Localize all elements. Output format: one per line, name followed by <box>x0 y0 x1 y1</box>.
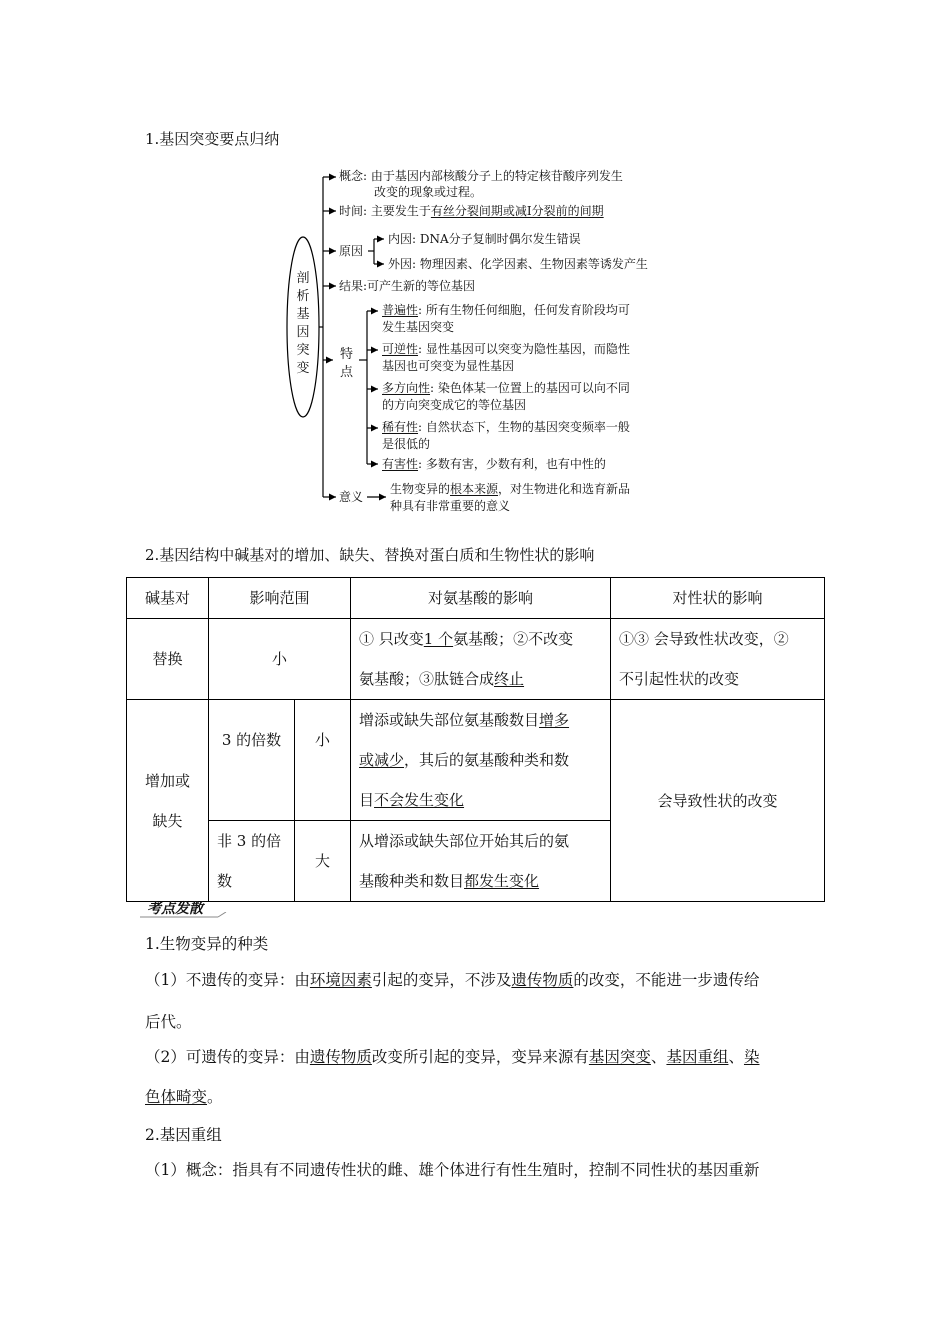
paragraph-2-cont <box>145 1087 223 1107</box>
header-cell: 对性状的影响 <box>611 578 825 619</box>
feature-text-2: 的方向突变成它的等位基因 <box>382 398 527 412</box>
feature-item <box>382 341 630 375</box>
sub-title-1: 1.生物变异的种类 <box>145 935 269 953</box>
underlined-text: 色体畸变 <box>145 1088 208 1106</box>
significance-pre: 生物变异的 <box>390 482 451 496</box>
text: ①③ 会导致性状改变，② <box>619 630 789 648</box>
text: （2）可遗传的变异：由 <box>145 1048 310 1066</box>
result-text: 可产生新的等位基因 <box>367 279 476 293</box>
feature-text-2: 发生基因突变 <box>382 320 455 334</box>
text: 目 <box>359 791 375 809</box>
trait-cell: 会导致性状的改变 <box>611 700 825 902</box>
amino-cell <box>351 619 611 700</box>
underlined-text: 不会发生变化 <box>374 791 465 809</box>
underlined-text: 1 个 <box>423 630 454 648</box>
underlined-text: 或减少 <box>359 751 405 769</box>
table-row-multiple3 <box>127 700 825 821</box>
feature-text: : 显性基因可以突变为隐性基因，而隐性 <box>418 342 630 356</box>
feature-item <box>382 419 630 453</box>
text: 、 <box>728 1048 744 1066</box>
result-label: 结果: <box>339 279 368 293</box>
section-2-title: 2.基因结构中碱基对的增加、缺失、替换对蛋白质和生物性状的影响 <box>145 546 595 564</box>
feature-item <box>382 380 630 414</box>
underlined-text: 终止 <box>494 670 525 688</box>
section-1-title: 1.基因突变要点归纳 <box>145 130 280 148</box>
table-header-row <box>127 578 825 619</box>
text: 改变所引起的变异，变异来源有 <box>371 1048 589 1066</box>
range-cell: 大 <box>295 821 351 902</box>
time-label: 时间: <box>339 204 368 218</box>
sub-title-2: 2.基因重组 <box>145 1126 222 1144</box>
text: 氨基酸；②不改变 <box>453 630 574 648</box>
mutation-effect-table <box>126 577 825 902</box>
amino-cell <box>351 700 611 821</box>
root-label: 剖析基因突变 <box>296 271 310 376</box>
result-node <box>339 278 475 295</box>
underlined-text: 增多 <box>539 711 570 729</box>
header-cell: 碱基对 <box>127 578 209 619</box>
significance-underlined: 根本来源 <box>450 482 499 496</box>
text: 引起的变异，不涉及 <box>371 971 512 989</box>
significance-post: ，对生物进化和选育新品 <box>498 482 631 496</box>
significance-text <box>390 481 630 515</box>
header-cell: 影响范围 <box>209 578 351 619</box>
concept-text-1: 由于基因内部核酸分子上的特定核苷酸序列发生 <box>370 169 623 183</box>
range-cell: 小 <box>209 619 351 700</box>
feature-item <box>382 302 630 336</box>
type-cell: 替换 <box>127 619 209 700</box>
feature-text-2: 是很低的 <box>382 437 431 451</box>
text: 数 <box>217 872 233 890</box>
text: 。 <box>207 1088 223 1106</box>
underlined-text: 都发生变化 <box>464 872 540 890</box>
text: ① 只改变 <box>359 630 424 648</box>
header-cell: 对氨基酸的影响 <box>351 578 611 619</box>
text: （1）不遗传的变异：由 <box>145 971 310 989</box>
text: 的改变，不能进一步遗传给 <box>573 971 760 989</box>
concept-text-2: 改变的现象或过程。 <box>374 185 483 199</box>
features-label-b: 点 <box>340 365 354 380</box>
amino-cell <box>351 821 611 902</box>
subtype-cell: 3 的倍数 <box>209 700 295 821</box>
time-text: 主要发生于 <box>370 204 431 218</box>
time-node <box>339 203 604 220</box>
table-row-replace <box>127 619 825 700</box>
text: 缺失 <box>152 811 183 830</box>
paragraph-2 <box>145 1047 759 1067</box>
underlined-text: 基因突变 <box>588 1048 651 1066</box>
subtype-cell <box>209 821 295 902</box>
underlined-text: 染 <box>743 1048 760 1066</box>
concept-node <box>339 168 623 185</box>
feature-key: 普遍性 <box>382 303 419 317</box>
feature-text-2: 基因也可突变为显性基因 <box>382 359 515 373</box>
underlined-text: 基因重组 <box>666 1048 729 1066</box>
text: 基酸种类和数目 <box>359 872 465 890</box>
features-label <box>340 346 353 382</box>
text: 增加或 <box>144 771 190 790</box>
feature-text: : 自然状态下，生物的基因突变频率一般 <box>418 420 630 434</box>
significance-label: 意义 <box>339 490 364 504</box>
text: 非 3 的倍 <box>217 832 282 850</box>
paragraph-1 <box>145 970 759 990</box>
feature-text: : 多数有害，少数有利，也有中性的 <box>418 457 606 471</box>
text: ，其后的氨基酸种类和数 <box>404 751 570 769</box>
section-3-heading: 考点发散 <box>147 901 203 917</box>
paragraph-1-cont: 后代。 <box>145 1013 192 1031</box>
feature-text: : 染色体某一位置上的基因可以向不同 <box>430 381 630 395</box>
concept-label: 概念: <box>339 169 368 183</box>
feature-key: 有害性 <box>382 457 419 471</box>
feature-key: 可逆性 <box>382 342 419 356</box>
features-label-a: 特 <box>340 347 354 362</box>
feature-key: 稀有性 <box>382 420 419 434</box>
significance-line-2: 种具有非常重要的意义 <box>390 499 511 513</box>
time-underlined: 有丝分裂间期或减Ⅰ分裂前的间期 <box>430 204 604 218</box>
feature-text: : 所有生物任何细胞，任何发育阶段均可 <box>418 303 630 317</box>
underlined-text: 遗传物质 <box>511 971 574 989</box>
text: 、 <box>650 1048 667 1066</box>
feature-item <box>382 456 606 473</box>
cause-internal: 内因: DNA分子复制时偶尔发生错误 <box>388 232 581 246</box>
text: 从增添或缺失部位开始其后的氨 <box>359 832 570 850</box>
type-cell <box>127 700 209 902</box>
trait-cell <box>611 619 825 700</box>
feature-key: 多方向性 <box>382 381 431 395</box>
text: 不引起性状的改变 <box>619 670 740 688</box>
underlined-text: 遗传物质 <box>309 1048 372 1066</box>
text: 氨基酸；③肽链合成 <box>359 670 495 688</box>
heading-underline-icon <box>140 912 230 920</box>
underlined-text: 环境因素 <box>309 971 372 989</box>
paragraph-3: （1）概念：指具有不同遗传性状的雌、雄个体进行有性生殖时，控制不同性状的基因重新 <box>145 1161 760 1179</box>
cause-external: 外因: 物理因素、化学因素、生物因素等诱发产生 <box>388 257 648 271</box>
text: 增添或缺失部位氨基酸数目 <box>359 711 540 729</box>
cause-label: 原因 <box>339 244 364 258</box>
range-cell: 小 <box>295 700 351 821</box>
